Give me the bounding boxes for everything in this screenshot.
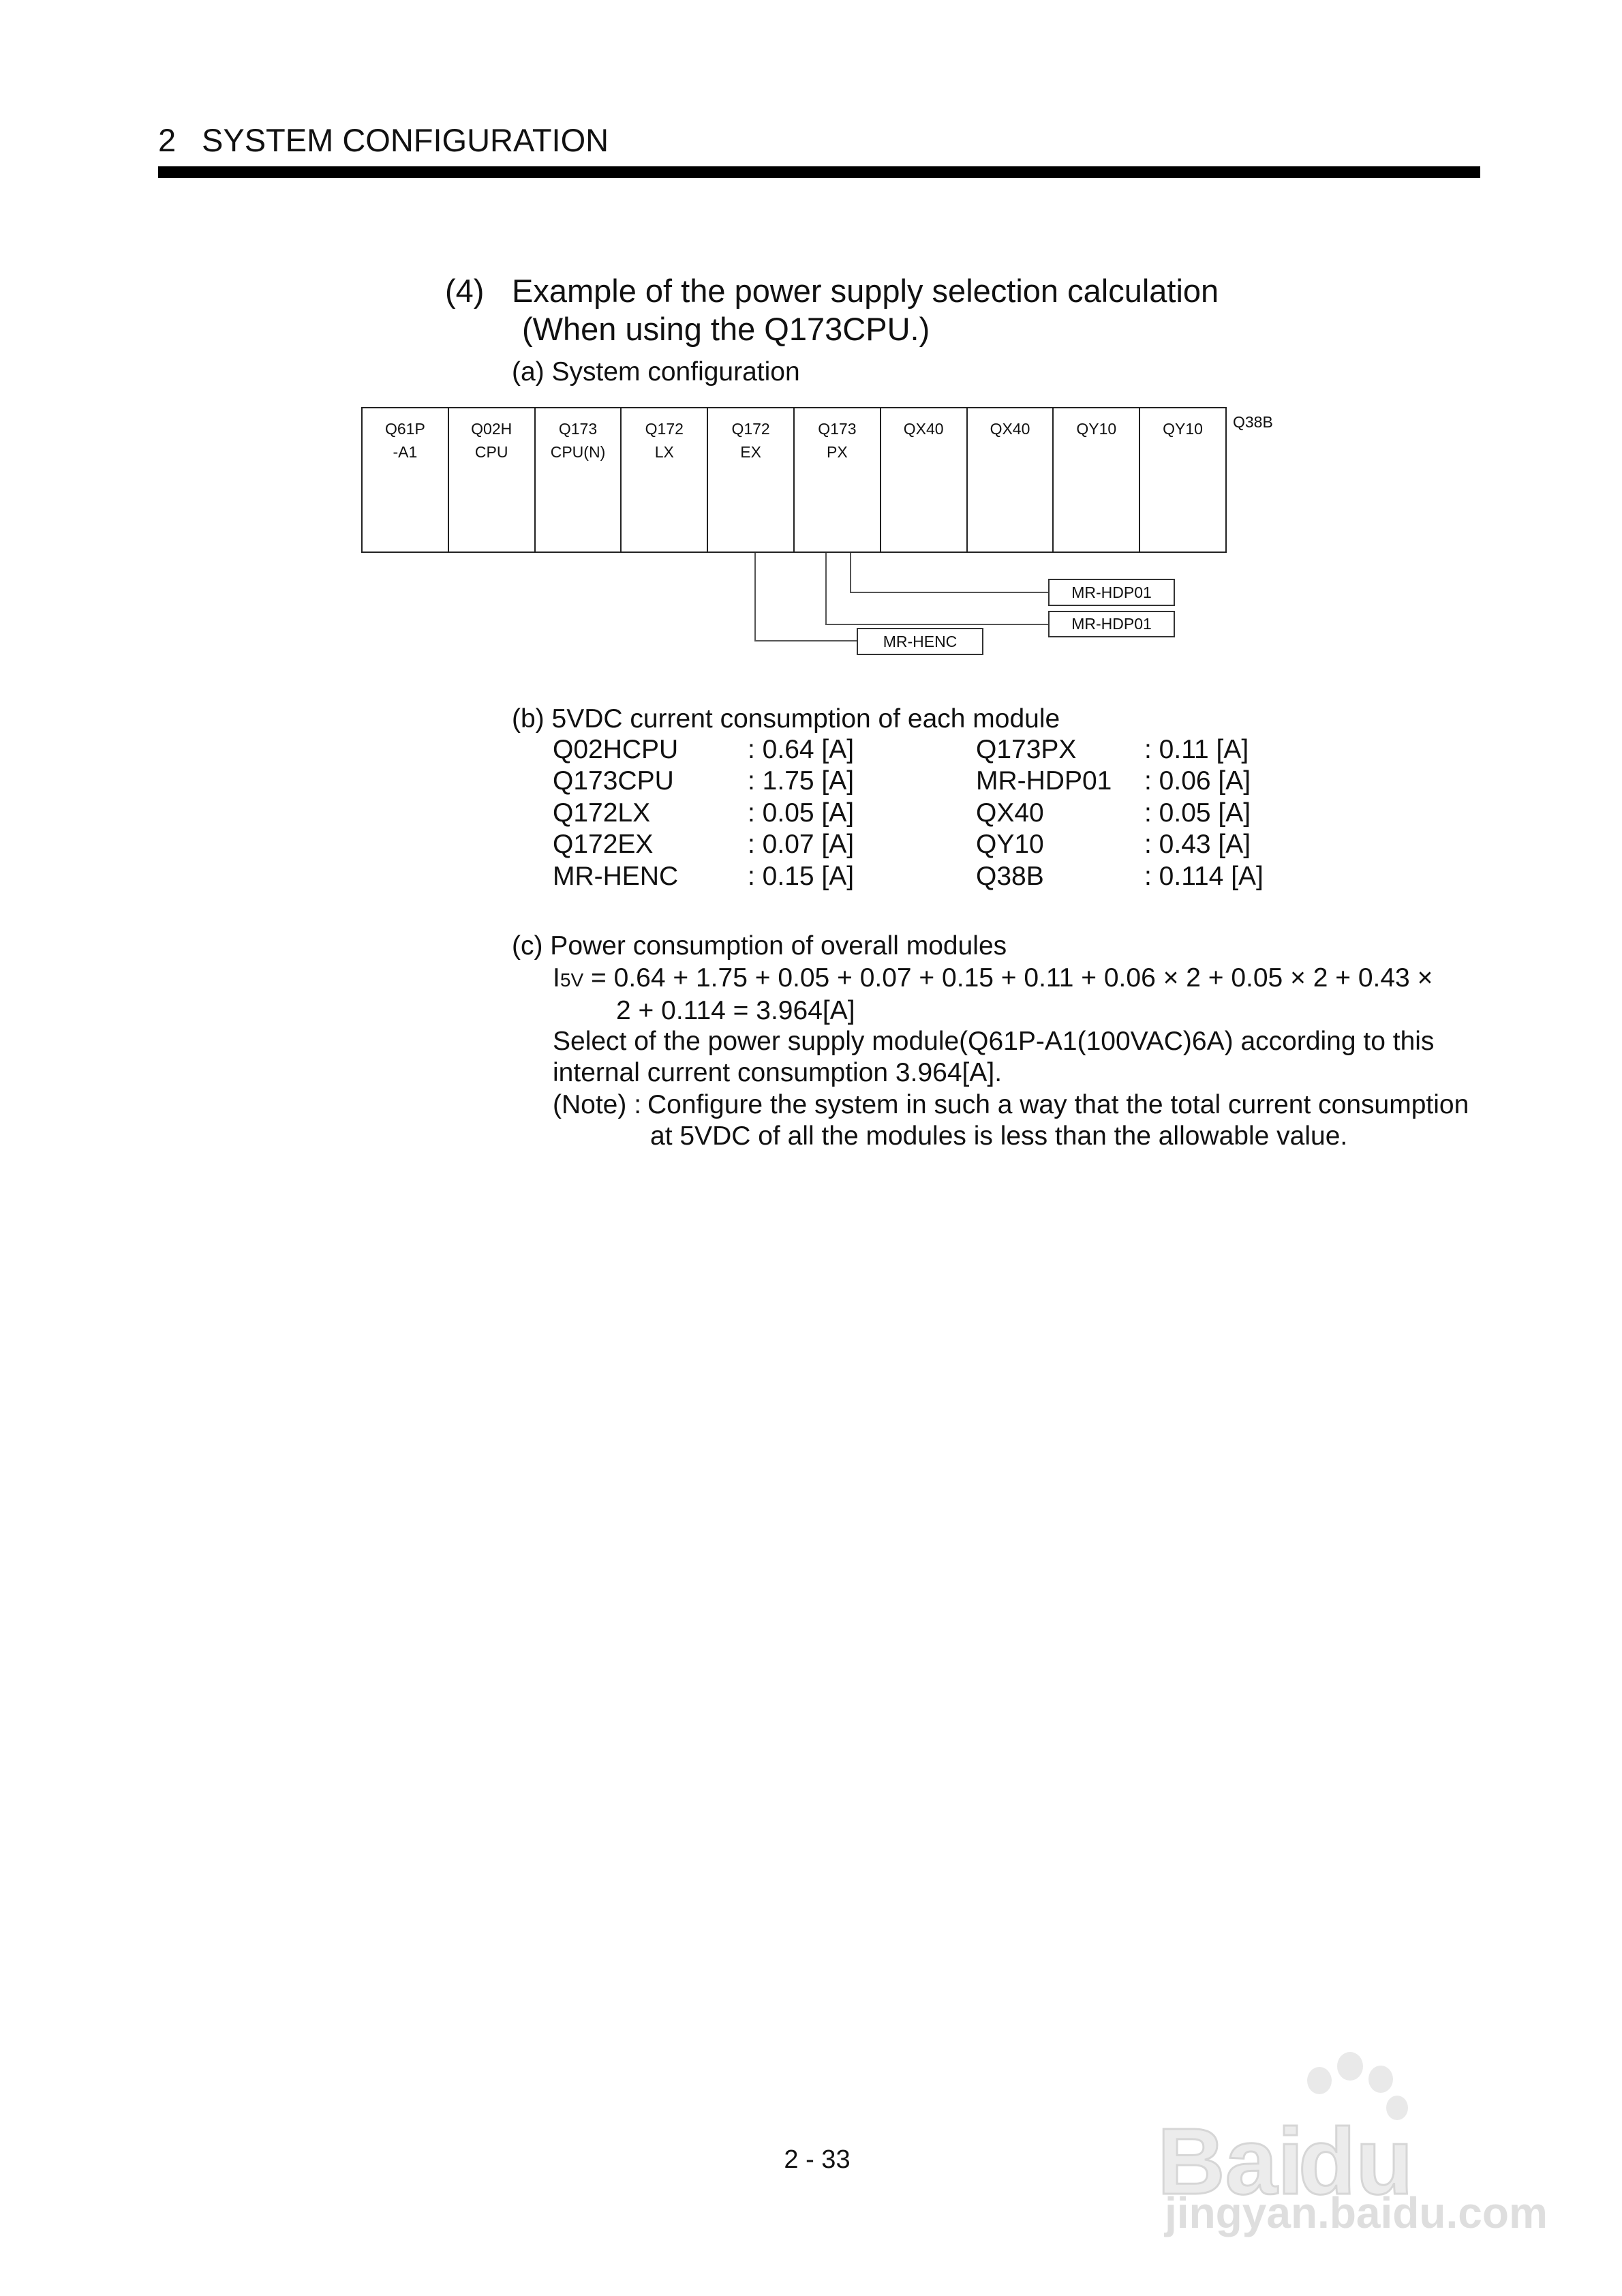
- consumption-value: : 0.07 [A]: [748, 830, 855, 859]
- consumption-module-name: Q02HCPU: [553, 735, 679, 764]
- power-consumption-heading: (c) Power consumption of overall modules: [512, 931, 1007, 961]
- formula-subscript: 5V: [560, 969, 584, 991]
- system-config-heading: (a) System configuration: [512, 357, 800, 387]
- module-label-line1: QY10: [1076, 420, 1117, 438]
- note-text-line-1: Configure the system in such a way that the total current consumption: [647, 1090, 1469, 1119]
- selection-text-line-2: internal current consumption 3.964[A].: [553, 1058, 1003, 1087]
- consumption-module-name: Q173CPU: [553, 766, 674, 796]
- formula-line-1: [553, 965, 1433, 993]
- pulse-generator-box-lower: MR-HDP01: [1048, 611, 1175, 637]
- module-label-line1: Q172: [731, 420, 770, 438]
- watermark-brand-part1: Bai: [1157, 2109, 1304, 2214]
- watermark-brand-part2: du: [1298, 2109, 1413, 2214]
- consumption-value: : 0.43 [A]: [1144, 830, 1251, 859]
- encoder-cable: [755, 553, 857, 641]
- paw-toe-icon: [1368, 2066, 1393, 2093]
- pulse-generator-cable-upper: [851, 553, 1048, 592]
- consumption-value: : 0.64 [A]: [748, 735, 855, 764]
- current-consumption-heading: (b) 5VDC current consumption of each module: [512, 704, 1060, 734]
- module-label-line1: QX40: [990, 420, 1030, 438]
- module-label-line2: PX: [827, 443, 848, 461]
- encoder-box: MR-HENC: [857, 628, 983, 655]
- module-label-line2: CPU: [474, 443, 508, 461]
- paw-toe-icon: [1337, 2052, 1363, 2081]
- formula-line-2: 2 + 0.114 = 3.964[A]: [616, 996, 855, 1025]
- page-number: 2 - 33: [784, 2145, 851, 2174]
- consumption-module-name: MR-HENC: [553, 862, 679, 891]
- module-label-line1: QY10: [1163, 420, 1203, 438]
- module-label-line2: LX: [654, 443, 674, 461]
- module-label-line1: Q61P: [384, 420, 425, 438]
- selection-text-line-1: Select of the power supply module(Q61P-A1(100VAC)6A) according to this: [553, 1027, 1435, 1056]
- module-label-line1: Q173: [558, 420, 598, 438]
- formula-expression: = 0.64 + 1.75 + 0.05 + 0.07 + 0.15 + 0.11 + 0.06 × 2 + 0.05 × 2 + 0.43 ×: [583, 963, 1433, 993]
- connector-lines: [0, 0, 1622, 682]
- watermark-url: jingyan.baidu.com: [1165, 2188, 1548, 2237]
- consumption-module-name: MR-HDP01: [976, 766, 1112, 796]
- chapter-number: 2: [158, 122, 177, 158]
- consumption-value: : 0.06 [A]: [1144, 766, 1251, 796]
- section-title: Example of the power supply selection calculation: [512, 273, 1219, 309]
- section-subtitle: (When using the Q173CPU.): [522, 311, 930, 347]
- chapter-title: SYSTEM CONFIGURATION: [202, 122, 609, 158]
- base-unit-label: Q38B: [1233, 413, 1273, 431]
- note-label: (Note) :: [553, 1090, 649, 1119]
- pulse-generator-box-upper: MR-HDP01: [1048, 579, 1175, 606]
- consumption-module-name: QY10: [976, 830, 1044, 859]
- module-label-line2: CPU(N): [550, 443, 606, 461]
- module-label-line2: -A1: [393, 443, 418, 461]
- module-label-line1: Q02H: [471, 420, 512, 438]
- formula-symbol: I: [553, 963, 560, 993]
- module-label-line1: Q172: [645, 420, 684, 438]
- consumption-value: : 0.114 [A]: [1144, 862, 1264, 891]
- consumption-module-name: QX40: [976, 798, 1044, 828]
- consumption-value: : 0.05 [A]: [748, 798, 855, 828]
- module-label-line2: EX: [740, 443, 761, 461]
- consumption-value: : 0.05 [A]: [1144, 798, 1251, 828]
- module-label-line1: Q173: [818, 420, 857, 438]
- consumption-module-name: Q172EX: [553, 830, 654, 859]
- section-number: (4): [445, 273, 485, 309]
- consumption-value: : 0.11 [A]: [1144, 735, 1249, 764]
- consumption-value: : 0.15 [A]: [748, 862, 855, 891]
- consumption-value: : 1.75 [A]: [748, 766, 855, 796]
- module-label-line1: QX40: [903, 420, 944, 438]
- consumption-module-name: Q38B: [976, 862, 1044, 891]
- pulse-generator-cable-lower: [826, 553, 1048, 624]
- consumption-module-name: Q173PX: [976, 735, 1077, 764]
- note-text-line-2: at 5VDC of all the modules is less than the allowable value.: [650, 1121, 1348, 1151]
- consumption-module-name: Q172LX: [553, 798, 651, 828]
- paw-toe-icon: [1307, 2067, 1332, 2094]
